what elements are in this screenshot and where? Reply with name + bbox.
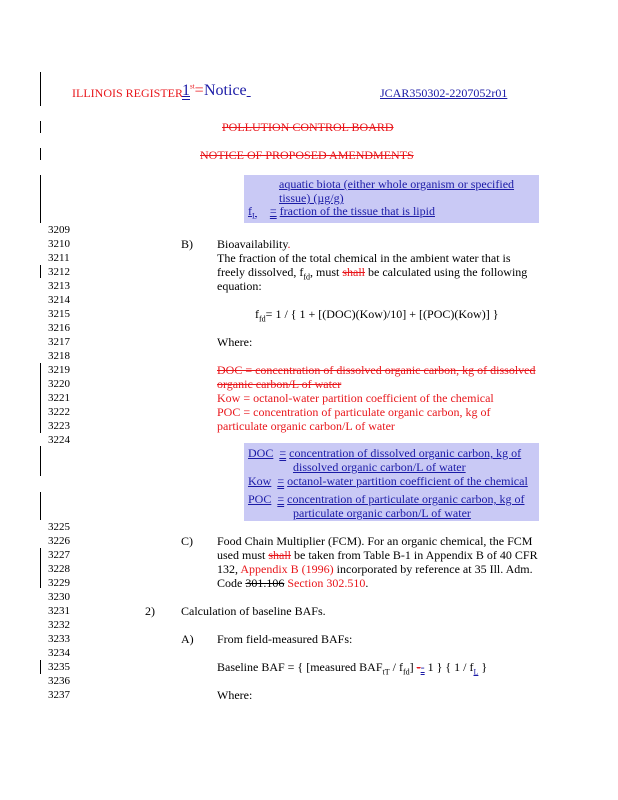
jcar-code: JCAR350302-2207052r01 — [380, 86, 508, 100]
baseline-baf-formula: Baseline BAF = { [measured $BAF_{tT} / f_{fd}] -- 1$ } { $1 / f_L$ } — [217, 660, 488, 677]
section-c-text: used must shall be taken from Table B-1 in Appendix B of 40 CFR — [217, 548, 538, 562]
section-c-text: Food Chain Multiplier (FCM). For an organic chemical, the FCM — [217, 534, 533, 548]
register-title: ILLINOIS REGISTER — [72, 86, 183, 100]
change-bar — [40, 548, 41, 588]
line-number: 3209 — [48, 224, 70, 236]
section-c-text: Code 301.106 Section 302.510. — [217, 576, 369, 590]
line-number: 3232 — [48, 619, 70, 631]
line-number: 3219 — [48, 364, 70, 376]
section-b-text: freely dissolved, $f_{fd}$, must shall be calculated using the following — [217, 265, 528, 282]
line-number: 3231 — [48, 605, 70, 617]
section-b-label: B) — [181, 237, 193, 251]
line-number: 3226 — [48, 535, 70, 547]
change-bar — [40, 175, 41, 223]
lipid-definition: $f_L$ = fraction of the tissue that is lipid — [248, 204, 435, 221]
where-label-2: Where: — [217, 688, 253, 702]
line-number: 3217 — [48, 336, 70, 348]
section-b-text: The fraction of the total chemical in the ambient water that is — [217, 251, 511, 265]
struck-definition: DOC = concentration of dissolved organic carbon, kg of dissolved — [217, 363, 536, 377]
change-bar — [40, 148, 41, 160]
change-bar — [40, 660, 41, 674]
line-number: 3215 — [48, 308, 70, 320]
line-number: 3229 — [48, 577, 70, 589]
notice-label: Notice — [204, 82, 247, 99]
change-bar — [40, 72, 41, 106]
line-number: 3230 — [48, 591, 70, 603]
poc-definition-cont: particulate organic carbon/L of water — [293, 506, 471, 520]
change-bar — [40, 363, 41, 433]
bioavailability-formula: $f_{fd}= 1$ / { 1 + [(DOC)(Kow)/10] + [(POC)(Kow)] } — [255, 307, 499, 324]
section-2-title: Calculation of baseline BAFs. — [181, 604, 326, 618]
doc-definition: DOC = concentration of dissolved organic carbon, kg of — [248, 446, 522, 460]
board-title: POLLUTION CONTROL BOARD — [222, 120, 394, 134]
struck-definition: organic carbon/L of water — [217, 377, 342, 391]
line-number: 3234 — [48, 647, 70, 659]
line-number: 3224 — [48, 434, 70, 446]
line-number: 3211 — [48, 252, 70, 264]
section-b-title: Bioavailability. — [217, 237, 291, 251]
line-number: 3220 — [48, 378, 70, 390]
line-number: 3236 — [48, 675, 70, 687]
section-b-text: equation: — [217, 279, 262, 293]
line-number: 3214 — [48, 294, 70, 306]
box-line-1: aquatic biota (either whole organism or specified — [279, 177, 515, 191]
line-number: 3210 — [48, 238, 70, 250]
line-number: 3227 — [48, 549, 70, 561]
line-number: 3235 — [48, 661, 70, 673]
line-number: 3221 — [48, 392, 70, 404]
poc-definition-box: POC = concentration of particulate organic carbon, kg of — [248, 492, 525, 506]
poc-definition: POC = concentration of particulate organic carbon, kg of — [217, 405, 491, 419]
line-number: 3216 — [48, 322, 70, 334]
where-label: Where: — [217, 335, 253, 349]
notice-title: NOTICE OF PROPOSED AMENDMENTS — [200, 148, 414, 162]
change-bar — [40, 265, 41, 278]
poc-definition: particulate organic carbon/L of water — [217, 419, 395, 433]
page-number: 1st= — [182, 82, 204, 99]
doc-definition-cont: dissolved organic carbon/L of water — [293, 460, 466, 474]
section-2a-label: A) — [181, 632, 194, 646]
line-number: 3225 — [48, 521, 70, 533]
line-number: 3212 — [48, 266, 70, 278]
section-c-text: 132, Appendix B (1996) incorporated by reference at 35 Ill. Adm. — [217, 562, 533, 576]
line-number: 3222 — [48, 406, 70, 418]
change-bar — [40, 446, 41, 476]
kow-definition: Kow = octanol-water partition coefficient of the chemical — [217, 391, 494, 405]
change-bar — [40, 492, 41, 520]
line-number: 3237 — [48, 689, 70, 701]
section-c-label: C) — [181, 534, 193, 548]
line-number: 3218 — [48, 350, 70, 362]
line-number: 3233 — [48, 633, 70, 645]
section-2-label: 2) — [145, 604, 155, 618]
kow-definition-box: Kow = octanol-water partition coefficient of the chemical — [248, 474, 528, 488]
line-number: 3228 — [48, 563, 70, 575]
box-line-2: tissue) (µg/g) — [279, 191, 344, 205]
line-number: 3213 — [48, 280, 70, 292]
line-number: 3223 — [48, 420, 70, 432]
change-bar — [40, 121, 41, 133]
section-2a-title: From field-measured BAFs: — [217, 632, 353, 646]
